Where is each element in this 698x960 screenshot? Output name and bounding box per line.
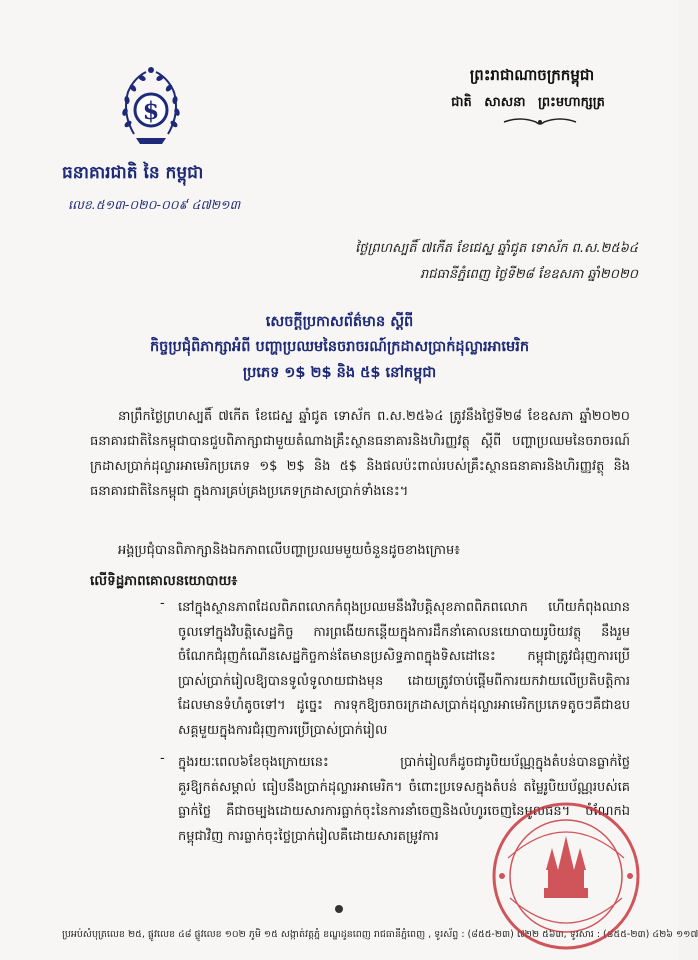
intro-paragraph: នាព្រឹកថ្ងៃព្រហស្បតិ៍ ៧កើត ខែជេស្ឋ ឆ្នាំជូត ទោស័ក ព.ស.២៥៦៤ ត្រូវនឹងថ្ងៃទី២៨ ខែឧសភា ឆ្នាំ២០២០ ធនាគារជាតិនៃកម្ពុជាបានជួបពិភាក្សាជាមួយតំណាងគ្រឹះស្ថានធនាគារនិងហិរញ្ញវត្ថុ ស្តីពី បញ្ហាប្រឈមនៃចរាចរណ៍ក្រដាសប្រាក់ដុល្លារអាមេរិកប្រភេទ ១$ ២$ និង ៥$ និងផលប៉ះពាល់របស់គ្រឹះស្ថានធនាគារនិងហិរញ្ញវត្ថុ និងធនាគារជាតិនៃកម្ពុជា ក្នុងការគ្រប់គ្រងប្រភេទក្រដាសប្រាក់ទាំងនេះ។ [90, 409, 630, 499]
official-seal-icon [488, 798, 643, 953]
page-dot [335, 905, 343, 913]
svg-text:$: $ [142, 96, 160, 125]
bullet-dash: - [160, 751, 165, 766]
summary-paragraph: អង្គប្រជុំបានពិភាក្សានិងឯកភាពលើបញ្ហាប្រឈមមួយចំនួនដូចខាងក្រោម៖ [118, 543, 460, 558]
section-heading: លើទិដ្ឋភាពគោលនយោបាយ៖ [90, 573, 238, 589]
national-motto: ជាតិ សាសនា ព្រះមហាក្សត្រ [451, 95, 605, 110]
press-release-subtitle: កិច្ចប្រជុំពិភាក្សាអំពី បញ្ហាប្រឈមនៃចរាចរណ៍ក្រដាសប្រាក់ដុល្លារអាមេរិក [149, 339, 530, 355]
bank-name: ធនាគារជាតិ នៃ កម្ពុជា [62, 163, 204, 183]
ornament-divider-icon [500, 116, 580, 128]
bullet-dash: - [160, 596, 165, 611]
footer-address: ប្រអប់សំបុត្រលេខ ២៥, ផ្លូវលេខ ៤៨ ផ្លូវលេខ ១០២ ភូមិ ១៥ សង្កាត់វត្តភ្នំ ខណ្ឌដូនពេញ រាជធានីភ្នំពេញ , ទូរស័ព្ទ : (៨៥៥-២៣) ៧២២ ៥៦៣, ទូរសារ : (៨៥៥-២៣) ៤២៦ ១១៧ [62, 929, 698, 940]
bullet-paragraph: នៅក្នុងស្ថានភាពដែលពិភពលោកកំពុងប្រឈមនឹងវិបត្តិសុខភាពពិភពលោក ហើយកំពុងឈានចូលទៅក្នុងវិបត្តិសេដ្ឋកិច្ច ការព្រងើយកន្តើយក្នុងការដឹកនាំគោលនយោបាយរូបិយវត្ថុ នឹងរួមចំណែកជំរុញកំណើនសេដ្ឋកិច្ចកាន់តែមានប្រសិទ្ធភាពក្នុងទិសដៅនេះ កម្ពុជាត្រូវជំរុញការប្រើប្រាស់ប្រាក់រៀលឱ្យបានទូលំទូលាយជាងមុន ដោយត្រូវចាប់ផ្តើមពីការយកវាយលើប្រតិបត្តិការដែលមានទំហំតូចទៅ។ ដូច្នេះ ការទុកឱ្យចរាចរក្រដាសប្រាក់ដុល្លារអាមេរិកប្រភេទតូចៗគឺជាឧបសគ្គមួយក្នុងការជំរុញការប្រើប្រាស់ប្រាក់រៀល [178, 600, 630, 738]
solar-date: រាជធានីភ្នំពេញ ថ្ងៃទី២៨ ខែឧសភា ឆ្នាំ២០២០ [419, 267, 638, 282]
press-release-title: សេចក្តីប្រកាសព័ត៌មាន ស្តីពី [265, 314, 414, 330]
reference-number: លេខ.៥១៣-០២០-០០៩ ៤៧២១៣ [68, 197, 241, 212]
press-release-denominations: ប្រភេទ ១$ ២$ និង ៥$ នៅកម្ពុជា [242, 365, 437, 381]
bank-logo-icon [116, 64, 186, 150]
bullet-paragraph: ក្នុងរយៈពេល៦ខែចុងក្រោយនេះ ប្រាក់រៀលក៏ដូចជារូបិយប័ណ្ណក្នុងតំបន់បានធ្លាក់ថ្លៃគួរឱ្យកត់សម្គាល់ ធៀបនឹងប្រាក់ដុល្លារអាមេរិក។ ចំពោះប្រទេសក្នុងតំបន់ តម្លៃរូបិយប័ណ្ណរបស់គេធ្លាក់ថ្លៃ គឺជាចម្បងដោយសារការធ្លាក់ចុះនៃការនាំចេញនិងលំហូរចេញនៃមូលធន។ ចំណែកឯកម្ពុជាវិញ ការធ្លាក់ចុះថ្លៃប្រាក់រៀលគឺដោយសារតម្រូវការ [178, 755, 630, 844]
kingdom-heading: ព្រះរាជាណាចក្រកម្ពុជា [469, 66, 595, 84]
lunar-date: ថ្ងៃព្រហស្បតិ៍ ៧កើត ខែជេស្ឋ ឆ្នាំជូត ទោស័ក ព.ស.២៥៦៤ [355, 241, 638, 256]
